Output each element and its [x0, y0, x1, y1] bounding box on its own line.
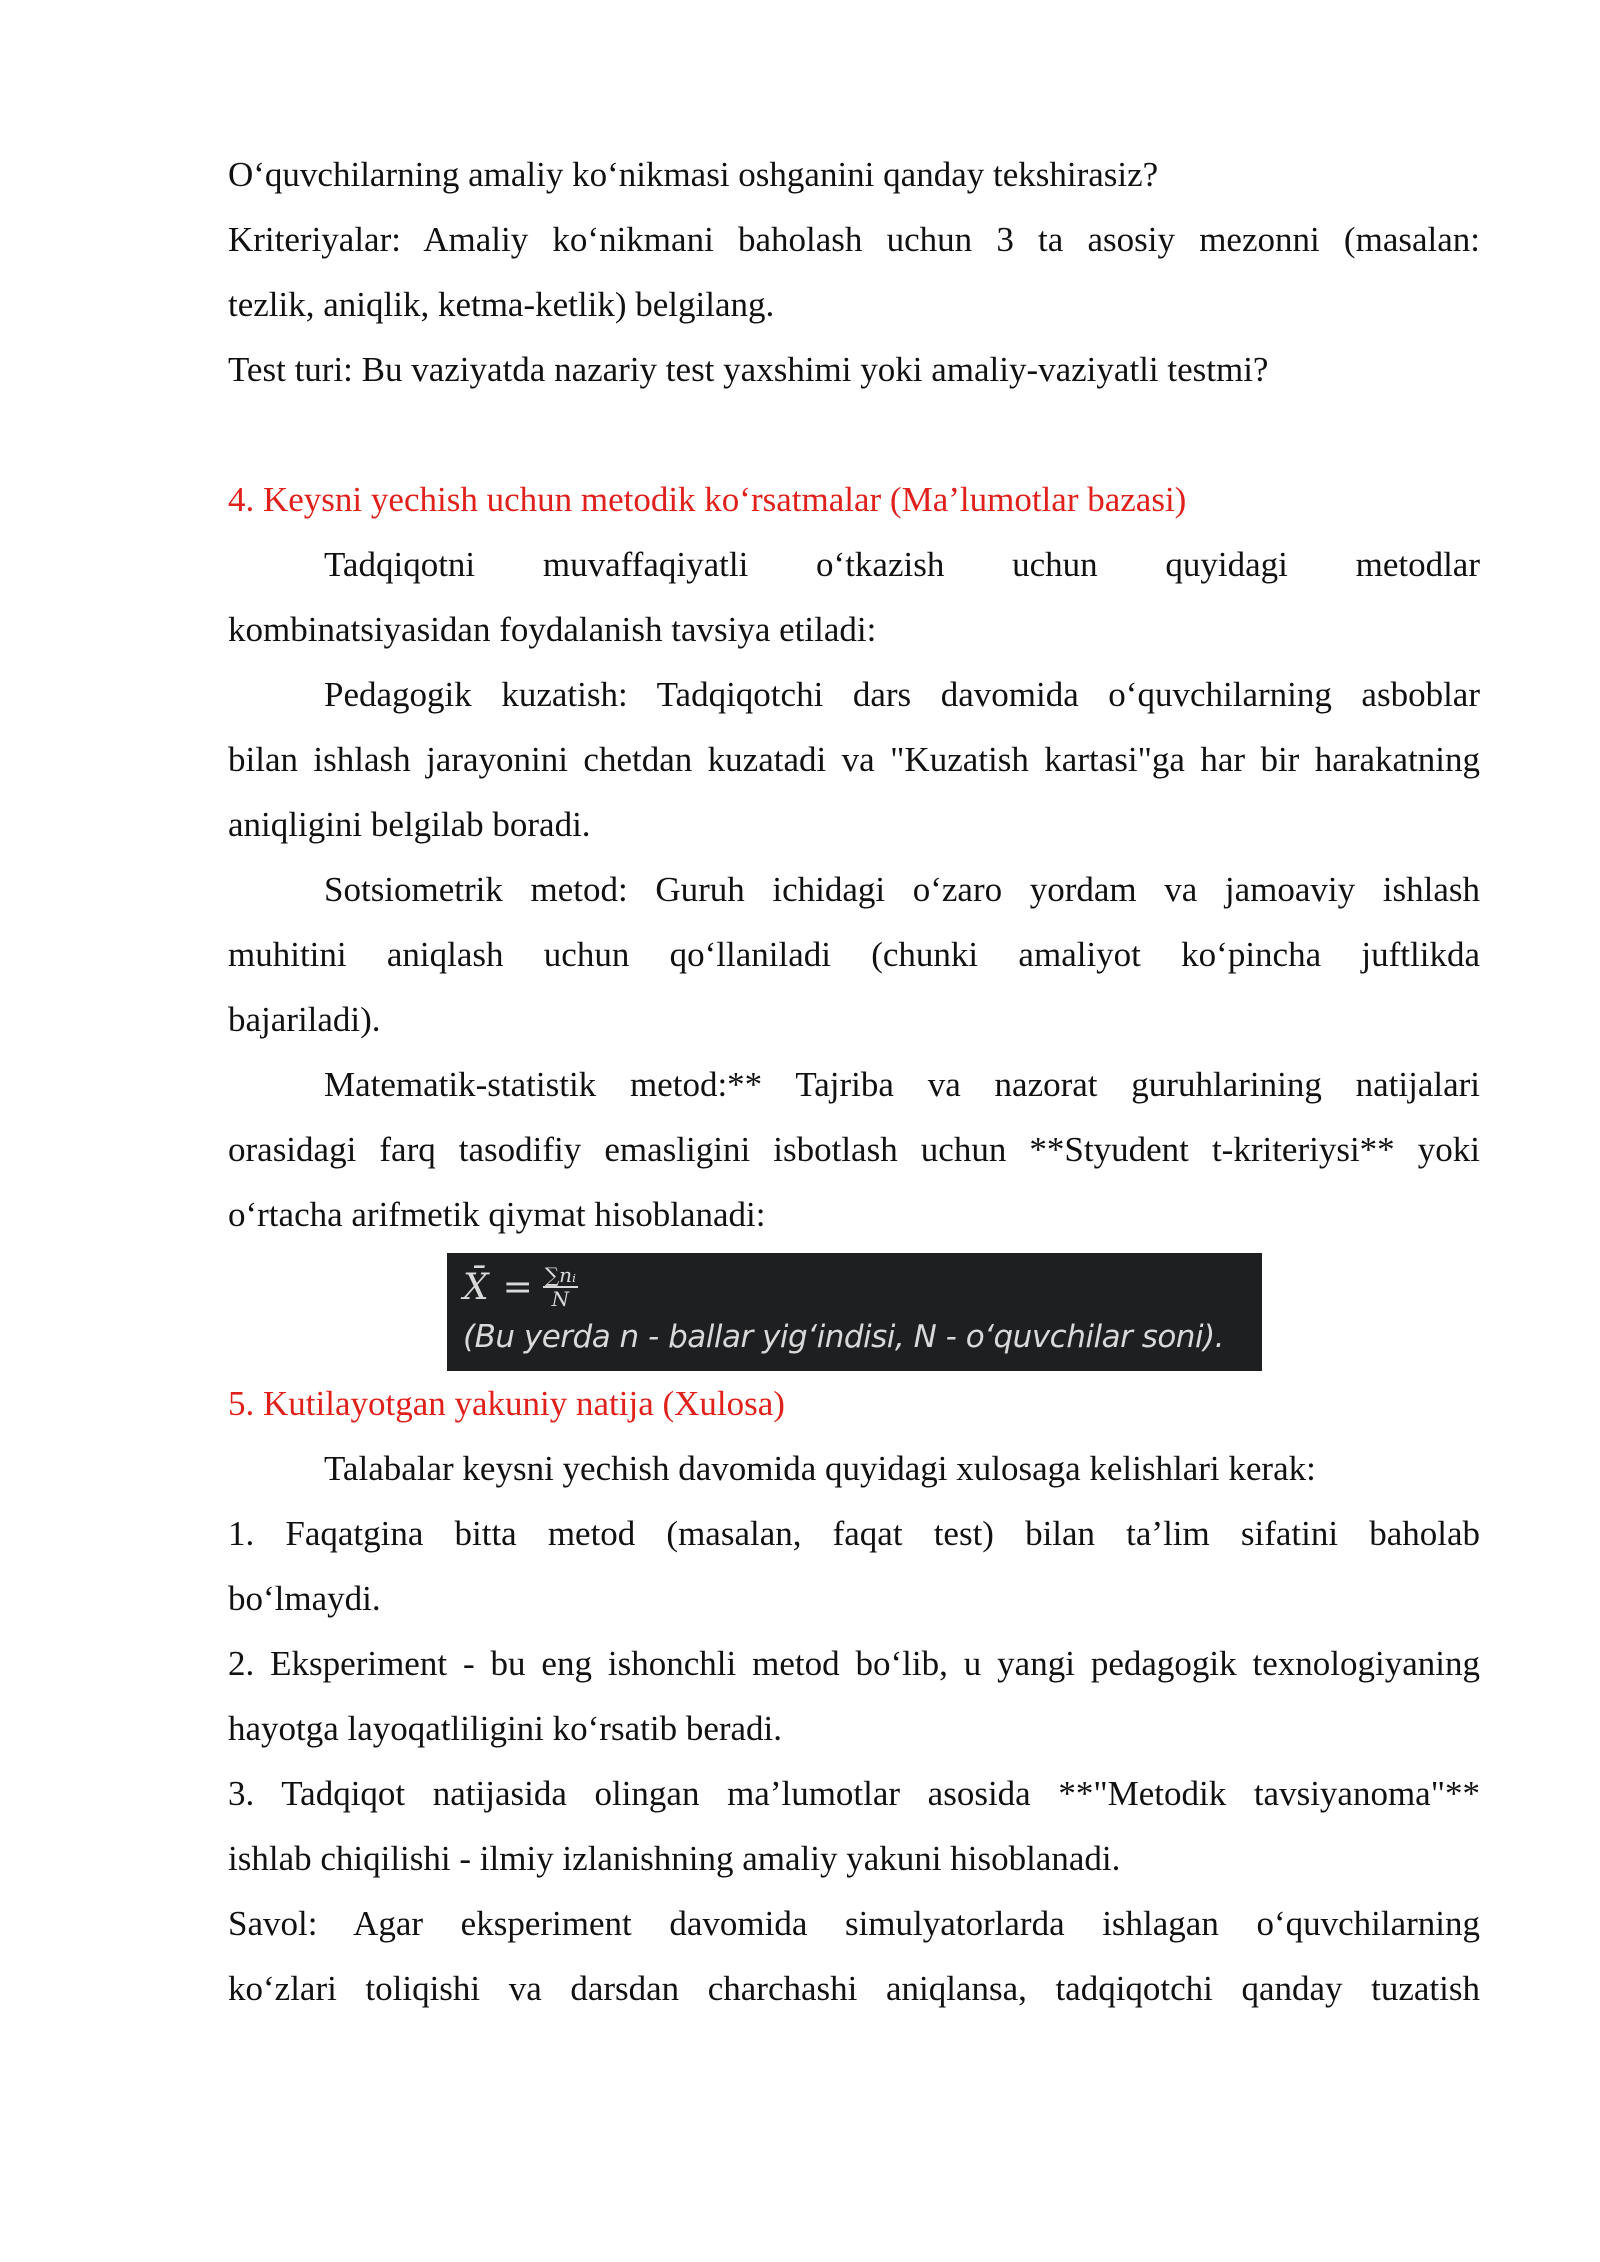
- paragraph-line: orasidagi farq tasodifiy emasligini isbotlash uchun **Styudent t-kriteriysi** yoki: [228, 1130, 1480, 1169]
- question-line: Savol: Agar eksperiment davomida simulyatorlarda ishlagan o‘quvchilarning: [228, 1904, 1480, 1943]
- formula-fraction: [543, 1264, 578, 1310]
- paragraph-line: muhitini aniqlash uchun qo‘llaniladi (chunki amaliyot ko‘pincha juftlikda: [228, 935, 1480, 974]
- list-item-line: 3. Tadqiqot natijasida olingan ma’lumotlar asosida **"Metodik tavsiyanoma"**: [228, 1774, 1480, 1813]
- list-item-line: hayotga layoqatliligini ko‘rsatib beradi.: [228, 1709, 783, 1748]
- formula-denominator: N: [551, 1287, 570, 1311]
- paragraph-line: kombinatsiyasidan foydalanish tavsiya etiladi:: [228, 610, 877, 649]
- paragraph-line: o‘rtacha arifmetik qiymat hisoblanadi:: [228, 1195, 766, 1234]
- paragraph-line: Tadqiqotni muvaffaqiyatli o‘tkazish uchun quyidagi metodlar: [324, 545, 1480, 584]
- list-item-line: ishlab chiqilishi - ilmiy izlanishning amaliy yakuni hisoblanadi.: [228, 1839, 1121, 1878]
- blank-line: [228, 402, 1480, 467]
- formula-lhs: X̄: [463, 1266, 489, 1308]
- list-item-line: bo‘lmaydi.: [228, 1579, 381, 1618]
- text-line: tezlik, aniqlik, ketma-ketlik) belgilang.: [228, 285, 775, 324]
- list-item-line: 1. Faqatgina bitta metod (masalan, faqat test) bilan ta’lim sifatini baholab: [228, 1514, 1480, 1553]
- formula-equals: =: [502, 1266, 533, 1308]
- paragraph-line: Sotsiometrik metod: Guruh ichidagi o‘zaro yordam va jamoaviy ishlash: [324, 870, 1480, 909]
- list-item-line: 2. Eksperiment - bu eng ishonchli metod bo‘lib, u yangi pedagogik texnologiyaning: [228, 1644, 1480, 1683]
- formula-caption: (Bu yerda n - ballar yig‘indisi, N - o‘quvchilar soni).: [463, 1319, 1225, 1355]
- text-line: O‘quvchilarning amaliy ko‘nikmasi oshganini qanday tekshirasiz?: [228, 155, 1159, 194]
- formula-figure: [228, 1247, 1480, 1371]
- question-line: ko‘zlari toliqishi va darsdan charchashi aniqlansa, tadqiqotchi qanday tuzatish: [228, 1969, 1480, 2008]
- paragraph-line: Matematik-statistik metod:** Tajriba va nazorat guruhlarining natijalari: [324, 1065, 1480, 1104]
- section-4-heading: 4. Keysni yechish uchun metodik ko‘rsatmalar (Ma’lumotlar bazasi): [228, 480, 1187, 519]
- paragraph-line: aniqligini belgilab boradi.: [228, 805, 591, 844]
- text-line: Kriteriyalar: Amaliy ko‘nikmani baholash uchun 3 ta asosiy mezonni (masalan:: [228, 220, 1480, 259]
- formula-image: [447, 1253, 1262, 1371]
- text-line: Test turi: Bu vaziyatda nazariy test yaxshimi yoki amaliy-vaziyatli testmi?: [228, 350, 1269, 389]
- section-5-heading: 5. Kutilayotgan yakuniy natija (Xulosa): [228, 1384, 785, 1423]
- formula-expression: [463, 1259, 578, 1315]
- paragraph-line: bajariladi).: [228, 1000, 381, 1039]
- formula-numerator: ∑nᵢ: [544, 1263, 576, 1287]
- paragraph-line: bilan ishlash jarayonini chetdan kuzatadi va "Kuzatish kartasi"ga har bir harakatning: [228, 740, 1480, 779]
- document-page: [228, 142, 1480, 2021]
- paragraph-line: Pedagogik kuzatish: Tadqiqotchi dars davomida o‘quvchilarning asboblar: [324, 675, 1480, 714]
- paragraph-line: Talabalar keysni yechish davomida quyidagi xulosaga kelishlari kerak:: [324, 1449, 1316, 1488]
